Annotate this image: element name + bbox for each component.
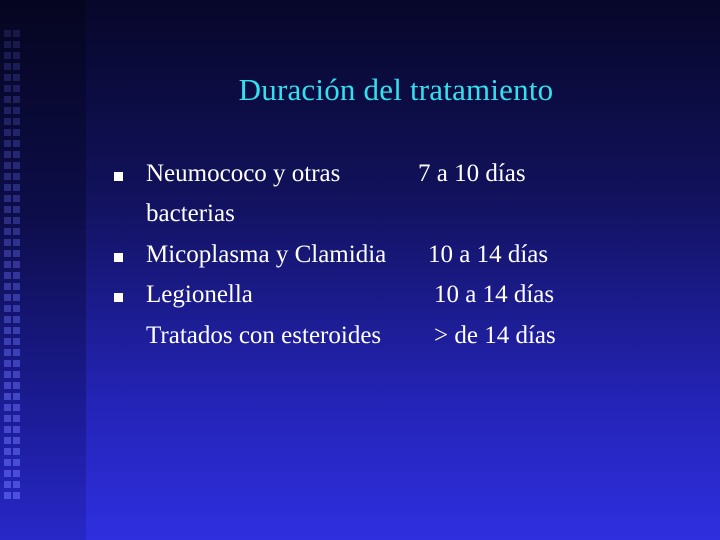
decorative-square [13,382,20,389]
decorative-square [13,349,20,356]
decorative-square [13,107,20,114]
decorative-square [4,162,11,169]
decorative-square [4,184,11,191]
decorative-square [4,283,11,290]
decorative-square [13,118,20,125]
square-bullet-icon [114,172,123,181]
decorative-square [4,140,11,147]
decorative-square [4,393,11,400]
square-bullet-icon [114,253,123,262]
decorative-square [4,261,11,268]
decorative-square [4,206,11,213]
decorative-square [13,294,20,301]
decorative-square [4,52,11,59]
decorative-square [4,107,11,114]
decorative-square [4,63,11,70]
decorative-square [13,261,20,268]
decorative-square [13,470,20,477]
decorative-square [4,426,11,433]
decorative-square [4,404,11,411]
decorative-square [13,448,20,455]
decorative-square [13,250,20,257]
decorative-square [13,239,20,246]
decorative-square [4,294,11,301]
decorative-square [13,404,20,411]
decorative-square [4,129,11,136]
decorative-square [13,195,20,202]
decorative-square [4,228,11,235]
sub-item-value: > de 14 días [434,322,556,349]
decorative-square [13,30,20,37]
decorative-square [13,96,20,103]
decorative-square [13,206,20,213]
decorative-square [4,316,11,323]
decorative-square [4,382,11,389]
decorative-squares-column [4,0,20,540]
decorative-square [4,74,11,81]
left-decorative-strip [0,0,86,540]
decorative-square [13,74,20,81]
decorative-square [4,239,11,246]
slide-title: Duración del tratamiento [238,72,554,107]
decorative-square [4,371,11,378]
decorative-square [4,85,11,92]
decorative-square [13,481,20,488]
sub-item-label: Tratados con esteroides [146,322,382,349]
decorative-square [13,52,20,59]
decorative-square [4,437,11,444]
decorative-square [4,448,11,455]
decorative-square [4,195,11,202]
decorative-square [13,371,20,378]
decorative-square [4,459,11,466]
decorative-square [4,272,11,279]
decorative-square [13,151,20,158]
decorative-square [4,173,11,180]
item-1-value: 7 a 10 días [418,160,526,187]
item-2-label: Micoplasma y Clamidia [146,241,387,268]
decorative-square [13,360,20,367]
decorative-square [13,327,20,334]
item-3-label: Legionella [146,281,253,308]
decorative-square [13,129,20,136]
decorative-square [4,151,11,158]
decorative-square [13,316,20,323]
decorative-square [13,184,20,191]
square-bullet-icon [114,293,123,302]
decorative-square [4,96,11,103]
decorative-square [13,162,20,169]
decorative-square [13,272,20,279]
decorative-square [13,173,20,180]
decorative-square [13,217,20,224]
decorative-square [4,327,11,334]
decorative-square [13,492,20,499]
decorative-square [13,41,20,48]
decorative-square [4,349,11,356]
decorative-square [4,481,11,488]
decorative-square [4,217,11,224]
decorative-square [4,338,11,345]
decorative-square [13,437,20,444]
decorative-square [13,459,20,466]
item-1-label: Neumococo y otras [146,160,341,187]
decorative-square [4,415,11,422]
decorative-square [4,305,11,312]
decorative-square [4,470,11,477]
item-1-label-continued: bacterias [146,200,235,227]
decorative-square [13,426,20,433]
decorative-square [4,250,11,257]
decorative-square [13,305,20,312]
item-2-value: 10 a 14 días [428,241,549,268]
decorative-square [13,85,20,92]
decorative-square [4,492,11,499]
decorative-square [13,393,20,400]
decorative-square [4,118,11,125]
item-3-value: 10 a 14 días [434,281,555,308]
decorative-square [4,30,11,37]
decorative-square [13,140,20,147]
decorative-square [13,338,20,345]
decorative-square [13,415,20,422]
decorative-square [4,41,11,48]
decorative-square [13,228,20,235]
decorative-square [4,360,11,367]
decorative-square [13,283,20,290]
decorative-square [13,63,20,70]
